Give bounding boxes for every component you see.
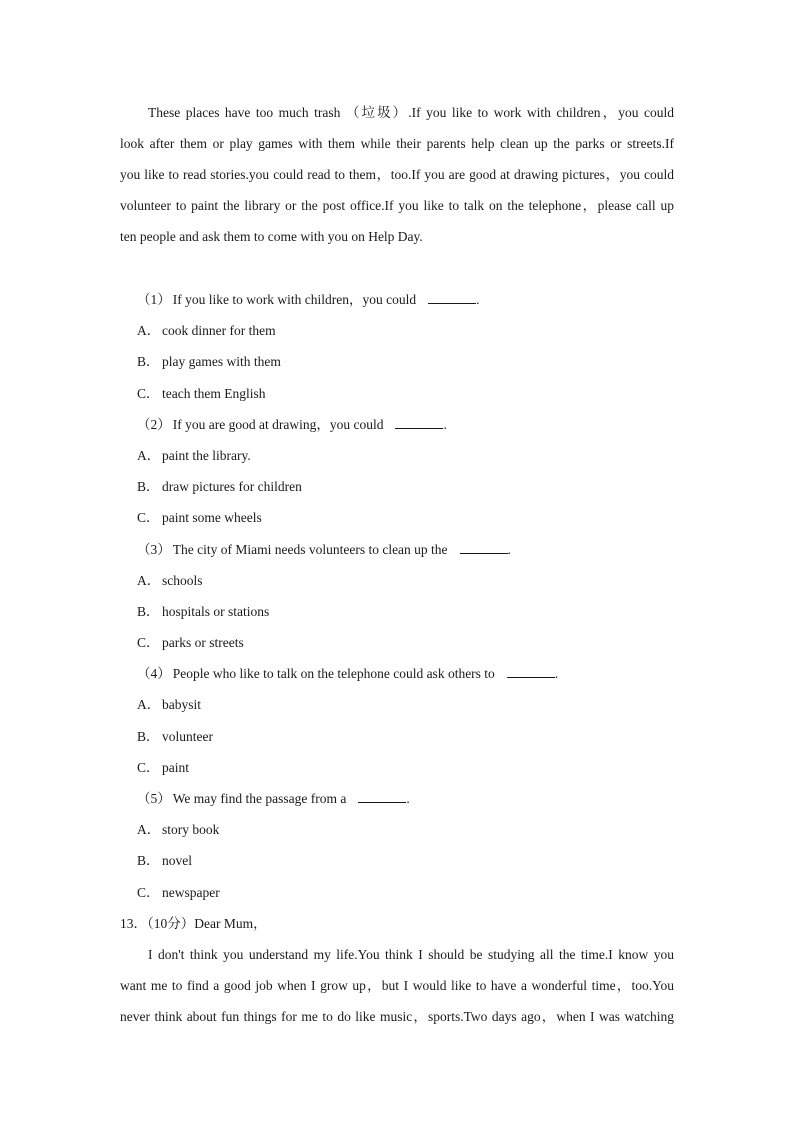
option-text: paint the library. <box>162 447 251 463</box>
question-stem <box>137 409 677 440</box>
question-text: The city of Miami needs volunteers to clean up the <box>172 541 448 557</box>
option-letter: A． <box>137 697 161 713</box>
question-tail: . <box>443 416 447 432</box>
option-row[interactable] <box>137 627 677 658</box>
option-text: newspaper <box>162 884 220 900</box>
answer-blank[interactable] <box>395 414 443 429</box>
question-tail: . <box>406 791 410 806</box>
option-letter: A． <box>137 447 161 463</box>
option-text: schools <box>162 572 203 588</box>
option-letter: C． <box>137 385 160 401</box>
option-row[interactable] <box>137 814 677 845</box>
option-row[interactable] <box>137 752 677 783</box>
answer-blank[interactable] <box>358 788 406 803</box>
option-row[interactable] <box>137 721 677 752</box>
question-tail: . <box>507 541 511 557</box>
option-letter: C． <box>137 510 160 526</box>
question-tail: . <box>476 292 480 307</box>
option-letter: B． <box>137 354 160 370</box>
question-tail: . <box>554 666 559 682</box>
option-text: draw pictures for children <box>162 479 302 495</box>
passage-line: These places have too much trash （垃圾）.If you like to work with children，you could <box>148 105 674 120</box>
question-stem <box>137 284 677 315</box>
answer-blank[interactable] <box>460 539 508 554</box>
option-text: teach them English <box>162 385 266 401</box>
option-text: parks or streets <box>162 635 244 651</box>
option-row[interactable] <box>137 502 677 533</box>
option-letter: B． <box>137 479 160 495</box>
option-row[interactable] <box>137 596 677 627</box>
passage-line: ten people and ask them to come with you on Help Day. <box>120 229 423 244</box>
option-letter: C． <box>137 884 160 900</box>
option-row[interactable] <box>137 877 677 908</box>
question-list <box>137 284 677 908</box>
reading-passage <box>120 97 674 252</box>
question-text: If you like to work with children，you could <box>172 292 417 307</box>
letter-passage <box>120 939 674 1032</box>
option-row[interactable] <box>137 689 677 720</box>
question-stem <box>137 783 677 814</box>
letter-line: want me to find a good job when I grow up，but I would like to have a wonderful time，too.You <box>120 978 674 993</box>
option-row[interactable] <box>137 471 677 502</box>
option-letter: C． <box>137 759 160 775</box>
option-letter: A． <box>137 323 161 339</box>
option-row[interactable] <box>137 565 677 596</box>
passage-line: volunteer to paint the library or the post office.If you like to talk on the telephone，please call up <box>120 198 674 213</box>
option-text: babysit <box>162 697 201 713</box>
question-text: We may find the passage from a <box>172 791 347 806</box>
option-row[interactable] <box>137 315 677 346</box>
question-number: （3） <box>137 541 171 557</box>
question-stem <box>137 534 677 565</box>
letter-line: I don't think you understand my life.You think I should be studying all the time.I know you <box>148 947 674 962</box>
option-letter: B． <box>137 728 160 744</box>
option-row[interactable] <box>137 378 677 409</box>
passage-line: you like to read stories.you could read to them，too.If you are good at drawing pictures，you could <box>120 167 674 182</box>
question-text: People who like to talk on the telephone could ask others to <box>172 666 495 682</box>
option-letter: A． <box>137 572 161 588</box>
question-number: （1） <box>137 292 171 307</box>
option-text: paint some wheels <box>162 510 262 526</box>
option-row[interactable] <box>137 440 677 471</box>
question-number: （4） <box>137 666 171 682</box>
option-text: novel <box>162 853 192 869</box>
section-13-heading: 13．（10分）Dear Mum， <box>120 916 267 931</box>
option-letter: C． <box>137 635 160 651</box>
letter-line: never think about fun things for me to do like music，sports.Two days ago，when I was watching <box>120 1009 674 1024</box>
option-text: hospitals or stations <box>162 603 270 619</box>
option-letter: B． <box>137 853 160 869</box>
question-number: （2） <box>137 416 171 432</box>
question-number: （5） <box>137 791 171 806</box>
answer-blank[interactable] <box>507 663 555 678</box>
answer-blank[interactable] <box>428 289 476 304</box>
passage-line: look after them or play games with them while their parents help clean up the parks or streets.If <box>120 136 674 151</box>
option-text: cook dinner for them <box>162 323 276 339</box>
option-text: story book <box>162 822 220 838</box>
option-letter: B． <box>137 603 160 619</box>
option-text: play games with them <box>162 354 281 370</box>
letter-body <box>120 939 674 1032</box>
option-text: paint <box>162 759 189 775</box>
option-row[interactable] <box>137 346 677 377</box>
question-stem <box>137 658 677 689</box>
option-row[interactable] <box>137 845 677 876</box>
option-text: volunteer <box>162 728 213 744</box>
question-text: If you are good at drawing，you could <box>172 416 384 432</box>
option-letter: A． <box>137 822 161 838</box>
